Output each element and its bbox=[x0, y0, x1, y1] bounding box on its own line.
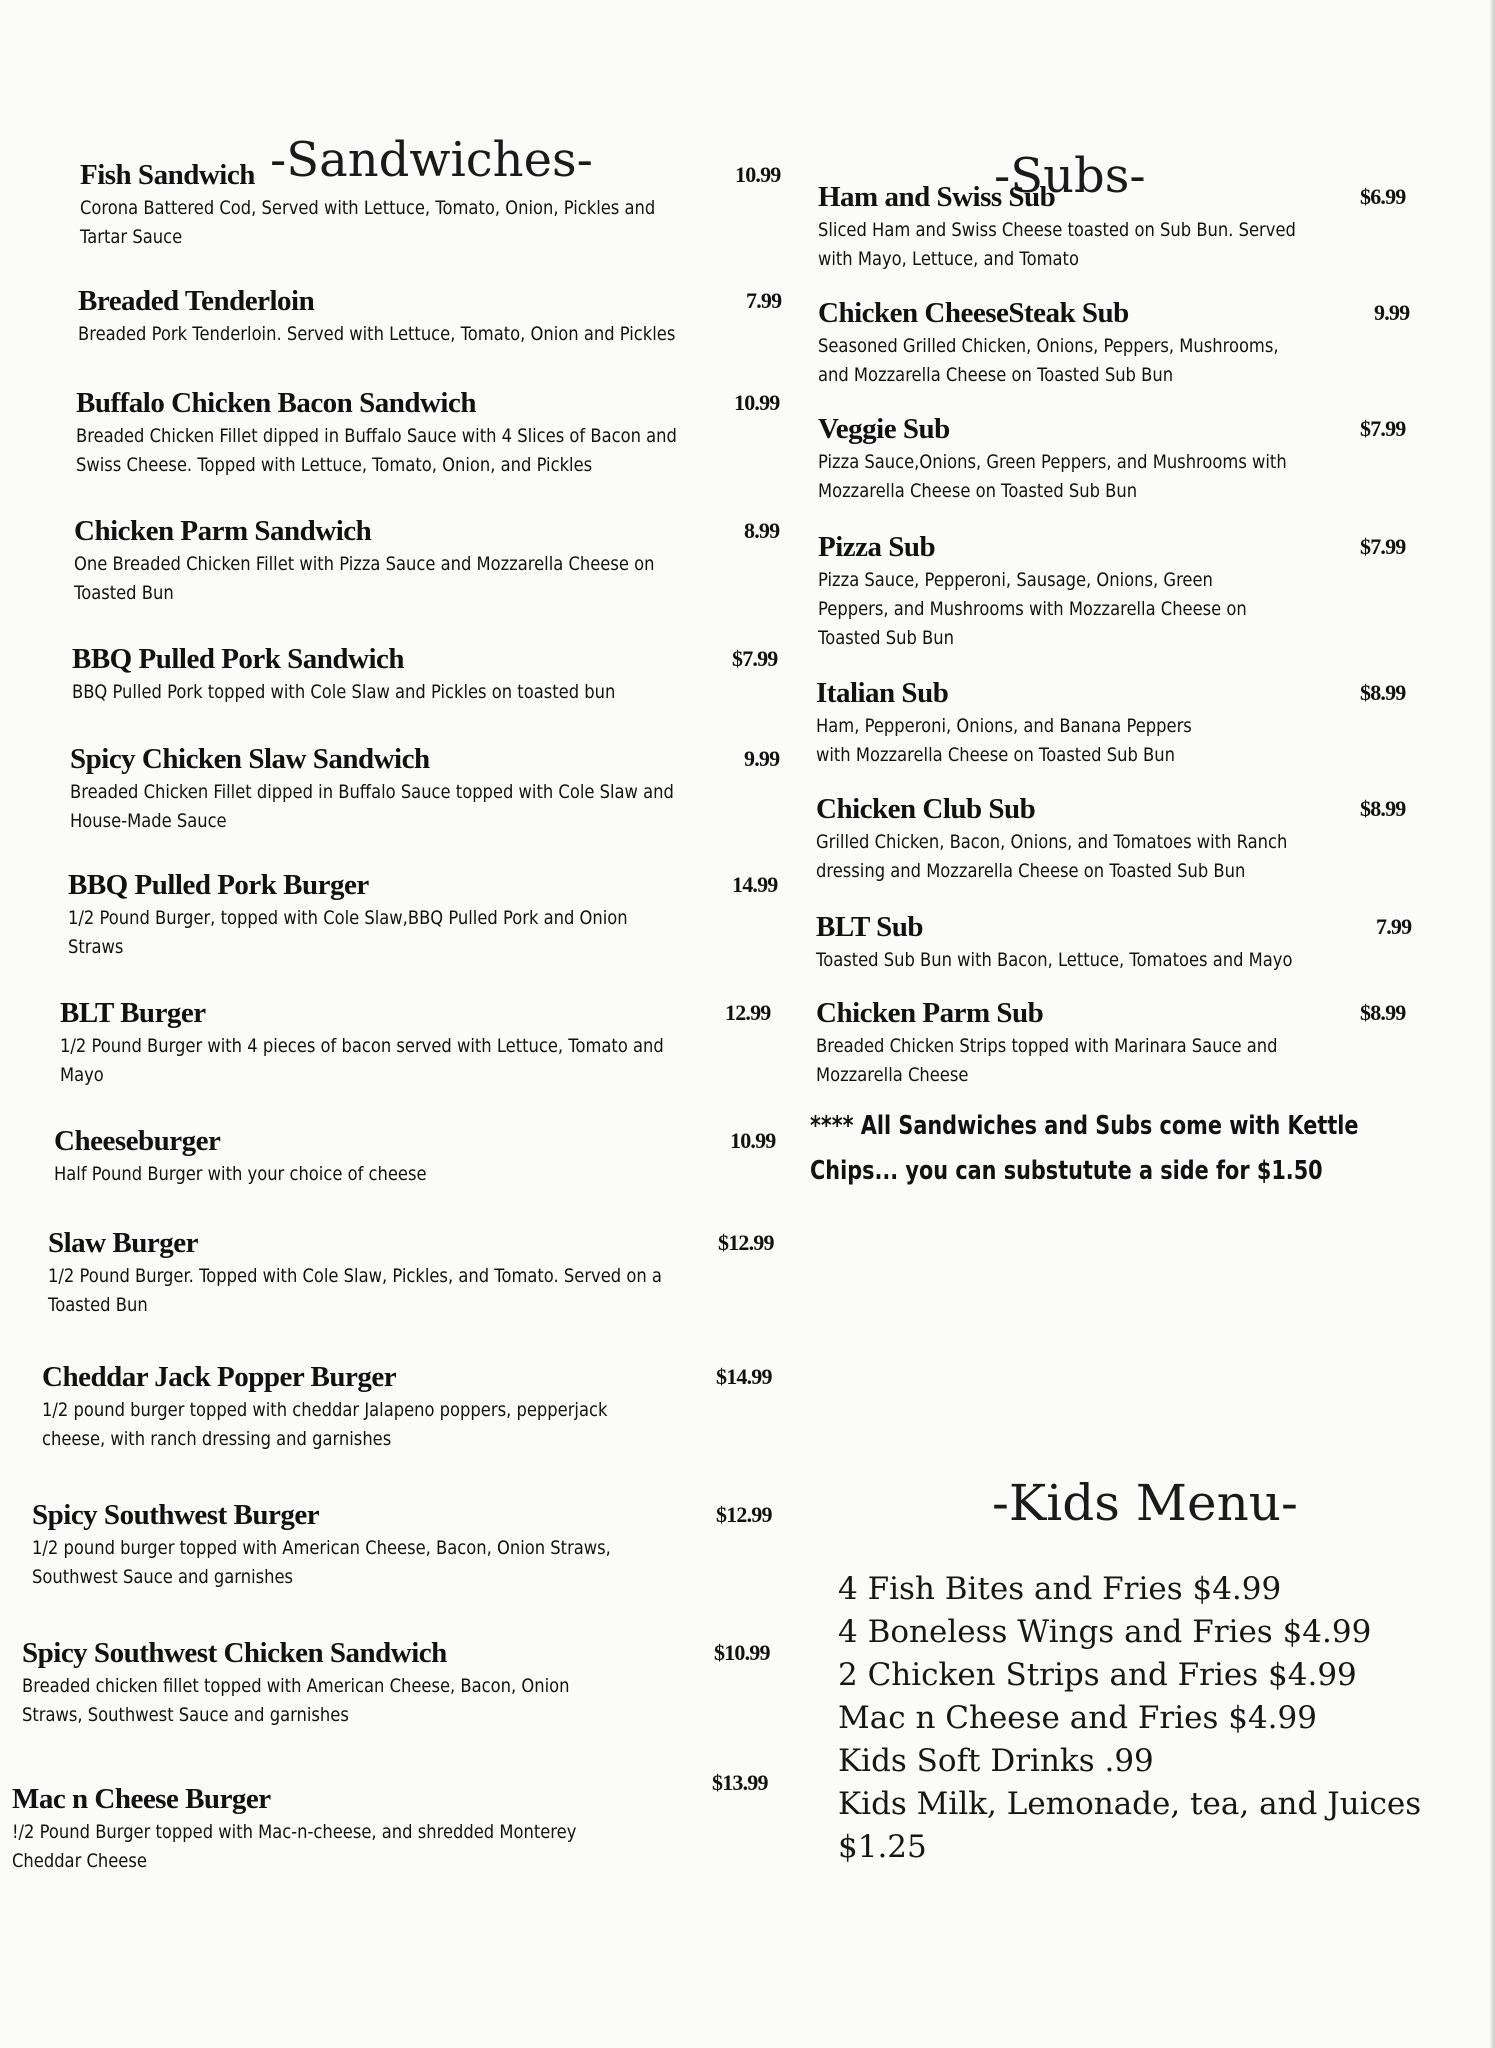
item-description: One Breaded Chicken Fillet with Pizza Sauce and Mozzarella Cheese on Toasted Bun bbox=[74, 553, 655, 604]
item-name: Italian Sub bbox=[816, 677, 949, 709]
menu-item-blt-burger bbox=[60, 996, 790, 1090]
item-price: 12.99 bbox=[725, 1000, 771, 1025]
item-description: Ham, Pepperoni, Onions, and Banana Peppers with Mozzarella Cheese on Toasted Sub Bun bbox=[816, 715, 1192, 766]
item-name: Cheeseburger bbox=[54, 1125, 221, 1157]
item-name: Pizza Sub bbox=[818, 531, 936, 563]
item-name: Breaded Tenderloin bbox=[78, 285, 315, 317]
menu-item-mac-n-cheese-burger bbox=[12, 1770, 792, 1876]
kids-menu-item: 2 Chicken Strips and Fries $4.99 bbox=[838, 1657, 1357, 1693]
menu-item-italian-sub bbox=[816, 676, 1416, 770]
item-name: Buffalo Chicken Bacon Sandwich bbox=[76, 387, 476, 419]
item-price: 10.99 bbox=[734, 390, 780, 415]
menu-item-fish-sandwich bbox=[80, 158, 790, 252]
subs-section-title: -Subs- bbox=[994, 148, 1146, 205]
item-price: $7.99 bbox=[732, 646, 778, 671]
menu-item-pizza-sub bbox=[818, 530, 1418, 653]
item-description: Sliced Ham and Swiss Cheese toasted on Sub Bun. Served with Mayo, Lettuce, and Tomato bbox=[818, 219, 1296, 270]
item-description: Toasted Sub Bun with Bacon, Lettuce, Tomatoes and Mayo bbox=[816, 949, 1293, 971]
menu-item-bbq-pulled-pork-burger bbox=[68, 868, 788, 962]
item-name: Spicy Southwest Chicken Sandwich bbox=[22, 1637, 447, 1669]
menu-item-cheeseburger bbox=[54, 1124, 794, 1189]
item-name: Slaw Burger bbox=[48, 1227, 198, 1259]
item-description: Pizza Sauce,Onions, Green Peppers, and Mushrooms with Mozzarella Cheese on Toasted Sub Bun bbox=[818, 451, 1287, 502]
item-description: Corona Battered Cod, Served with Lettuce, Tomato, Onion, Pickles and Tartar Sauce bbox=[80, 197, 656, 248]
item-price: $7.99 bbox=[1360, 534, 1406, 559]
menu-item-chicken-parm-sub bbox=[816, 996, 1416, 1090]
kids-menu-item: Kids Soft Drinks .99 bbox=[838, 1743, 1154, 1779]
item-description: !/2 Pound Burger topped with Mac-n-cheese, and shredded Monterey Cheddar Cheese bbox=[12, 1821, 577, 1872]
item-description: 1/2 Pound Burger with 4 pieces of bacon served with Lettuce, Tomato and Mayo bbox=[60, 1035, 664, 1086]
item-name: Spicy Chicken Slaw Sandwich bbox=[70, 743, 430, 775]
item-price: $12.99 bbox=[718, 1230, 774, 1255]
item-price: 14.99 bbox=[732, 872, 778, 897]
item-price: $8.99 bbox=[1360, 680, 1406, 705]
item-name: Ham and Swiss Sub bbox=[818, 181, 1056, 213]
item-price: $6.99 bbox=[1360, 184, 1406, 209]
menu-item-spicy-southwest-chicken-sandwich bbox=[22, 1636, 792, 1730]
item-name: Cheddar Jack Popper Burger bbox=[42, 1361, 397, 1393]
menu-item-chicken-club-sub bbox=[816, 792, 1416, 886]
item-price: 8.99 bbox=[744, 518, 780, 543]
menu-item-chicken-cheesesteak-sub bbox=[818, 296, 1418, 390]
page-edge bbox=[1489, 0, 1495, 2048]
item-price: $13.99 bbox=[712, 1770, 768, 1795]
item-description: Grilled Chicken, Bacon, Onions, and Tomatoes with Ranch dressing and Mozzarella Cheese on Toasted Sub Bun bbox=[816, 831, 1288, 882]
item-name: BLT Burger bbox=[60, 997, 206, 1029]
item-description: 1/2 pound burger topped with cheddar Jalapeno poppers, pepperjack cheese, with ranch dressing and garnishes bbox=[42, 1399, 608, 1450]
menu-item-veggie-sub bbox=[818, 412, 1418, 506]
item-description: 1/2 pound burger topped with American Cheese, Bacon, Onion Straws, Southwest Sauce and garnishes bbox=[32, 1537, 611, 1588]
menu-item-ham-and-swiss-sub bbox=[818, 180, 1418, 274]
item-description: 1/2 Pound Burger. Topped with Cole Slaw, Pickles, and Tomato. Served on a Toasted Bun bbox=[48, 1265, 662, 1316]
item-name: Fish Sandwich bbox=[80, 159, 255, 191]
item-description: Breaded Pork Tenderloin. Served with Lettuce, Tomato, Onion and Pickles bbox=[78, 323, 676, 345]
item-price: 9.99 bbox=[744, 746, 780, 771]
menu-item-spicy-southwest-burger bbox=[32, 1498, 792, 1592]
item-price: $8.99 bbox=[1360, 1000, 1406, 1025]
kettle-chips-note: **** All Sandwiches and Subs come with Kettle Chips... you can substutute a side for $1.50 bbox=[810, 1111, 1359, 1186]
item-description: Breaded Chicken Fillet dipped in Buffalo Sauce topped with Cole Slaw and House-Made Sauce bbox=[70, 781, 674, 832]
item-name: BLT Sub bbox=[816, 911, 923, 943]
item-description: Pizza Sauce, Pepperoni, Sausage, Onions, Green Peppers, and Mushrooms with Mozzarella Cheese on Toasted Sub Bun bbox=[818, 569, 1247, 649]
item-name: Chicken Parm Sub bbox=[816, 997, 1044, 1029]
item-price: $14.99 bbox=[716, 1364, 772, 1389]
item-price: 10.99 bbox=[735, 162, 781, 187]
menu-item-buffalo-chicken-bacon-sandwich bbox=[76, 386, 786, 480]
sandwiches-section-title: -Sandwiches- bbox=[270, 132, 593, 189]
item-price: $10.99 bbox=[714, 1640, 770, 1665]
kids-menu-item: 4 Fish Bites and Fries $4.99 bbox=[838, 1571, 1282, 1607]
item-name: Chicken CheeseSteak Sub bbox=[818, 297, 1129, 329]
kids-menu-item: Kids Milk, Lemonade, tea, and Juices $1.25 bbox=[838, 1786, 1422, 1865]
item-description: Breaded chicken fillet topped with American Cheese, Bacon, Onion Straws, Southwest Sauce and garnishes bbox=[22, 1675, 570, 1726]
item-description: Seasoned Grilled Chicken, Onions, Peppers, Mushrooms, and Mozzarella Cheese on Toasted Sub Bun bbox=[818, 335, 1279, 386]
menu-item-chicken-parm-sandwich bbox=[74, 514, 784, 608]
item-description: Breaded Chicken Strips topped with Marinara Sauce and Mozzarella Cheese bbox=[816, 1035, 1278, 1086]
item-name: Chicken Parm Sandwich bbox=[74, 515, 372, 547]
item-name: Mac n Cheese Burger bbox=[12, 1783, 271, 1815]
item-price: 7.99 bbox=[1376, 914, 1412, 939]
menu-item-spicy-chicken-slaw-sandwich bbox=[70, 742, 790, 836]
item-price: $12.99 bbox=[716, 1502, 772, 1527]
menu-item-bbq-pulled-pork-sandwich bbox=[72, 642, 782, 707]
item-name: Chicken Club Sub bbox=[816, 793, 1036, 825]
item-price: 10.99 bbox=[730, 1128, 776, 1153]
kids-menu-list bbox=[838, 1568, 1438, 1869]
menu-item-slaw-burger bbox=[48, 1226, 788, 1320]
item-price: 7.99 bbox=[746, 288, 782, 313]
item-description: 1/2 Pound Burger, topped with Cole Slaw,BBQ Pulled Pork and Onion Straws bbox=[68, 907, 628, 958]
item-price: $8.99 bbox=[1360, 796, 1406, 821]
item-name: Veggie Sub bbox=[818, 413, 950, 445]
item-description: BBQ Pulled Pork topped with Cole Slaw and Pickles on toasted bun bbox=[72, 681, 616, 703]
menu-item-breaded-tenderloin bbox=[78, 284, 788, 349]
item-description: Half Pound Burger with your choice of cheese bbox=[54, 1163, 427, 1185]
item-name: BBQ Pulled Pork Sandwich bbox=[72, 643, 405, 675]
item-price: 9.99 bbox=[1374, 300, 1410, 325]
item-name: BBQ Pulled Pork Burger bbox=[68, 869, 369, 901]
kids-menu-item: 4 Boneless Wings and Fries $4.99 bbox=[838, 1614, 1372, 1650]
item-description: Breaded Chicken Fillet dipped in Buffalo Sauce with 4 Slices of Bacon and Swiss Cheese. Topped with Lettuce, Tomato, Onion, and Pickles bbox=[76, 425, 677, 476]
menu-item-cheddar-jack-popper-burger bbox=[42, 1360, 792, 1454]
kids-menu-item: Mac n Cheese and Fries $4.99 bbox=[838, 1700, 1317, 1736]
kids-menu-section-title: -Kids Menu- bbox=[992, 1473, 1298, 1532]
item-name: Spicy Southwest Burger bbox=[32, 1499, 320, 1531]
menu-item-blt-sub bbox=[816, 910, 1416, 975]
item-price: $7.99 bbox=[1360, 416, 1406, 441]
